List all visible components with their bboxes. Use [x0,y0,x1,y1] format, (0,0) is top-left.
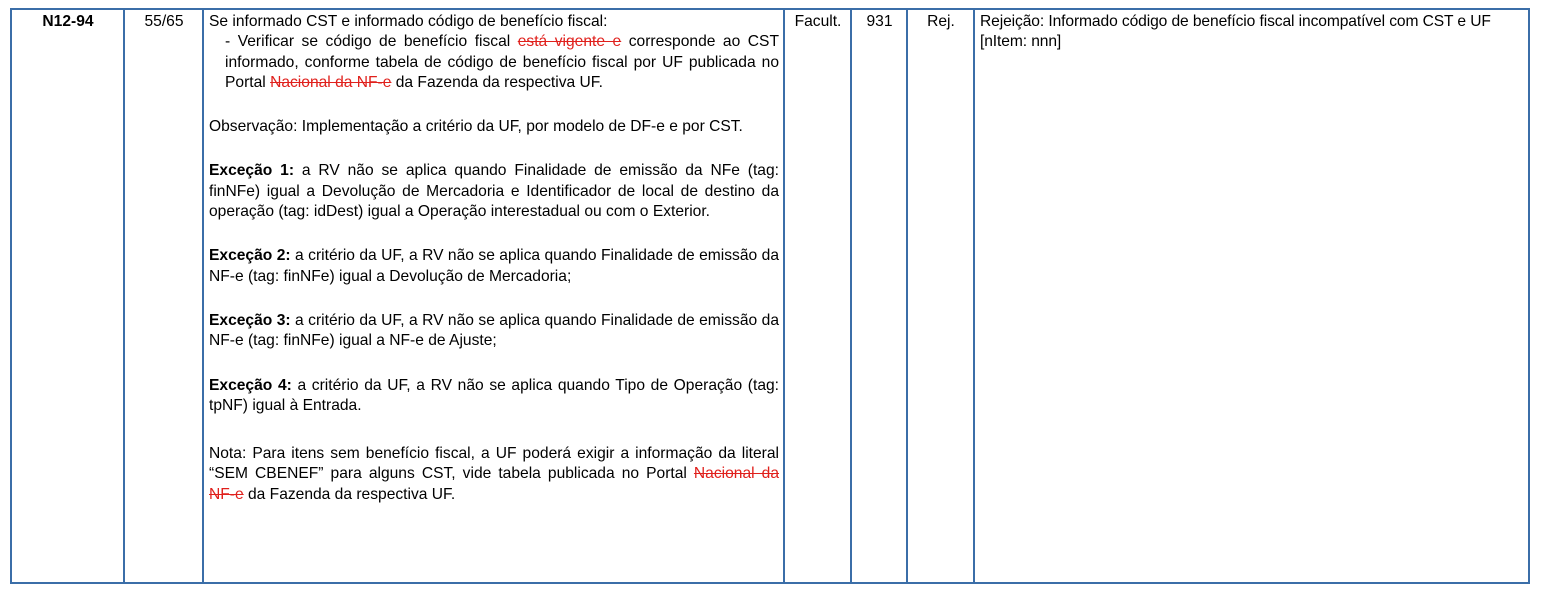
exception-2-label: Exceção 2: [209,247,291,265]
exception-1-label: Exceção 1: [209,162,295,180]
rule-model: 55/65 [124,9,203,583]
validation-rules-table [10,8,1530,584]
description-check [209,32,779,93]
note-text-start: Nota: Para itens sem benefício fiscal, a UF poderá exigir a informação da literal “SEM CBENEF” para alguns CST, vide tabela publicada no Portal [209,445,779,483]
exception-2-text: a critério da UF, a RV não se aplica quando Finalidade de emissão da NF-e (tag: finNFe) igual a Devolução de Mercadoria; [209,247,779,285]
exception-3-text: a critério da UF, a RV não se aplica quando Finalidade de emissão da NF-e (tag: finNFe) igual a NF-e de Ajuste; [209,311,779,350]
rejection-message: Rejeição: Informado código de benefício fiscal incompatível com CST e UF [nItem: nnn] [974,9,1529,583]
check-text-start: - Verificar se código de benefício fiscal [225,33,518,51]
struck-text-nacional-note: Nacional da NF-e [209,465,780,503]
exception-1-text: a RV não se aplica quando Finalidade de emissão da NFe (tag: finNFe) igual a Devolução de Mercadoria e Identificador de local de destino da operação (tag: idDest) igual a Operação interestadual ou com o Exterior. [209,162,779,221]
struck-text-vigente: está vigente e [517,33,622,51]
rule-id: N12-94 [11,9,124,583]
rejection-code: 931 [851,9,907,583]
exception-2 [209,246,779,287]
rule-effect: Rej. [907,9,974,583]
exception-4-label: Exceção 4: [209,376,292,394]
rule-optionality: Facult. [784,9,851,583]
rule-description [203,9,784,583]
description-intro: Se informado CST e informado código de benefício fiscal: [209,13,608,30]
exception-4 [209,376,779,417]
exception-3 [209,311,779,352]
struck-text-nacional: Nacional da NF-e [270,73,392,91]
description-observation: Observação: Implementação a critério da UF, por modelo de DF-e e por CST. [209,118,743,136]
exception-3-label: Exceção 3: [209,311,291,329]
exception-4-text: a critério da UF, a RV não se aplica quando Tipo de Operação (tag: tpNF) igual à Entrada. [209,376,779,414]
rule-row [11,9,1529,583]
description-note [209,444,779,505]
exception-1 [209,161,779,222]
check-text-middle: corresponde ao CST informado, conforme tabela de código de benefício fiscal por UF publicada no Portal [225,33,779,91]
check-text-end: da Fazenda da respectiva UF. [391,73,603,91]
note-text-end: da Fazenda da respectiva UF. [243,485,456,503]
